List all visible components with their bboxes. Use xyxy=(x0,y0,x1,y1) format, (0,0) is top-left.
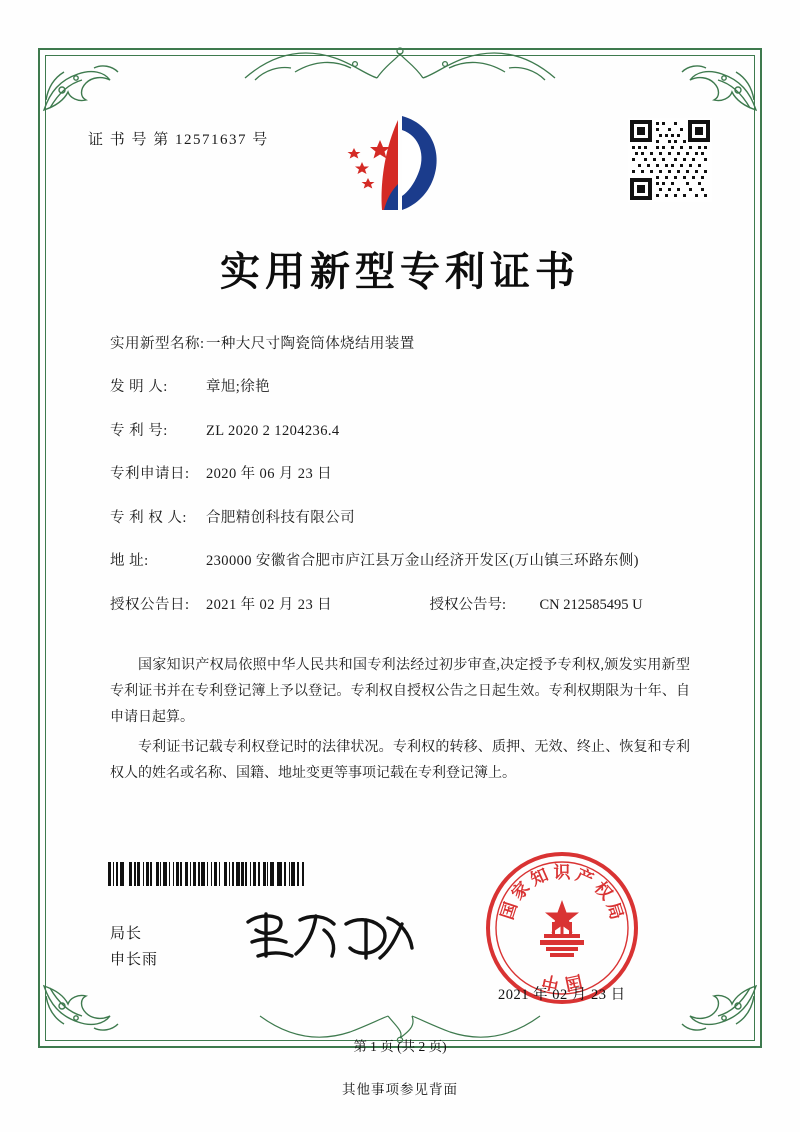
field-value: 230000 安徽省合肥市庐江县万金山经济开发区(万山镇三环路东侧) xyxy=(206,553,639,570)
certificate-number: 证 书 号 第 12571637 号 xyxy=(88,132,269,148)
corner-ornament-top-right xyxy=(674,50,760,114)
field-label: 专 利 权 人: xyxy=(110,509,187,526)
field-value: 章旭;徐艳 xyxy=(206,379,271,396)
field-label: 实用新型名称: xyxy=(110,336,205,352)
top-ornament xyxy=(235,42,565,84)
field-value: 一种大尺寸陶瓷筒体烧结用装置 xyxy=(206,336,415,352)
svg-text:权: 权 xyxy=(589,878,616,905)
field-list xyxy=(110,333,700,637)
field-utility-model-name xyxy=(110,333,700,355)
svg-text:国: 国 xyxy=(497,899,522,923)
grant-number-label: 授权公告号: xyxy=(429,596,506,613)
svg-text:局: 局 xyxy=(602,899,627,923)
grant-date-label: 授权公告日: xyxy=(110,596,190,613)
field-inventor xyxy=(110,376,700,398)
field-value: 合肥精创科技有限公司 xyxy=(206,509,355,526)
qr-code xyxy=(628,118,712,202)
field-application-date xyxy=(110,463,700,485)
field-grant-announcement xyxy=(110,594,700,616)
barcode xyxy=(108,862,304,886)
cnipa-logo-icon xyxy=(340,110,460,220)
svg-text:中: 中 xyxy=(540,970,561,994)
field-value: 2020 年 06 月 23 日 xyxy=(206,466,333,483)
corner-ornament-top-left xyxy=(40,50,126,114)
field-address xyxy=(110,550,700,572)
field-label: 专 利 号: xyxy=(110,422,168,439)
grant-number-value: CN 212585495 U xyxy=(539,596,643,613)
grant-date-value: 2021 年 02 月 23 日 xyxy=(206,596,333,613)
field-patentee xyxy=(110,507,700,529)
legal-text xyxy=(110,653,690,790)
field-value: ZL 2020 2 1204236.4 xyxy=(206,422,340,439)
signature-block xyxy=(110,922,158,973)
field-label: 发 明 人: xyxy=(110,379,168,396)
paragraph-2: 专利证书记载专利权登记时的法律状况。专利权的转移、质押、无效、终止、恢复和专利权人的姓名或名称、国籍、地址变更等事项记载在专利登记簿上。 xyxy=(110,739,690,781)
handwritten-signature xyxy=(238,900,428,970)
svg-text:知: 知 xyxy=(527,865,552,891)
field-label: 地 址: xyxy=(110,553,149,570)
footer-note: 其他事项参见背面 xyxy=(342,1082,458,1097)
field-label: 专利申请日: xyxy=(110,466,190,483)
director-title-label: 局长 xyxy=(110,926,143,942)
field-patent-number xyxy=(110,420,700,442)
svg-text:家: 家 xyxy=(508,878,535,905)
svg-text:识: 识 xyxy=(553,863,571,883)
director-name-label: 申长雨 xyxy=(110,951,159,968)
page-number: 第 1 页 (共 2 页) xyxy=(353,1039,447,1054)
seal-date: 2021 年 02 月 23 日 xyxy=(498,987,626,1003)
svg-text:产: 产 xyxy=(572,865,597,891)
paragraph-1: 国家知识产权局依照中华人民共和国专利法经过初步审查,决定授予专利权,颁发实用新型专利证书并在专利登记簿上予以登记。专利权自授权公告之日起生效。专利权期限为十年、自申请日起算。 xyxy=(110,658,690,725)
document-title: 实用新型专利证书 xyxy=(220,248,580,295)
svg-text:国: 国 xyxy=(563,970,584,994)
